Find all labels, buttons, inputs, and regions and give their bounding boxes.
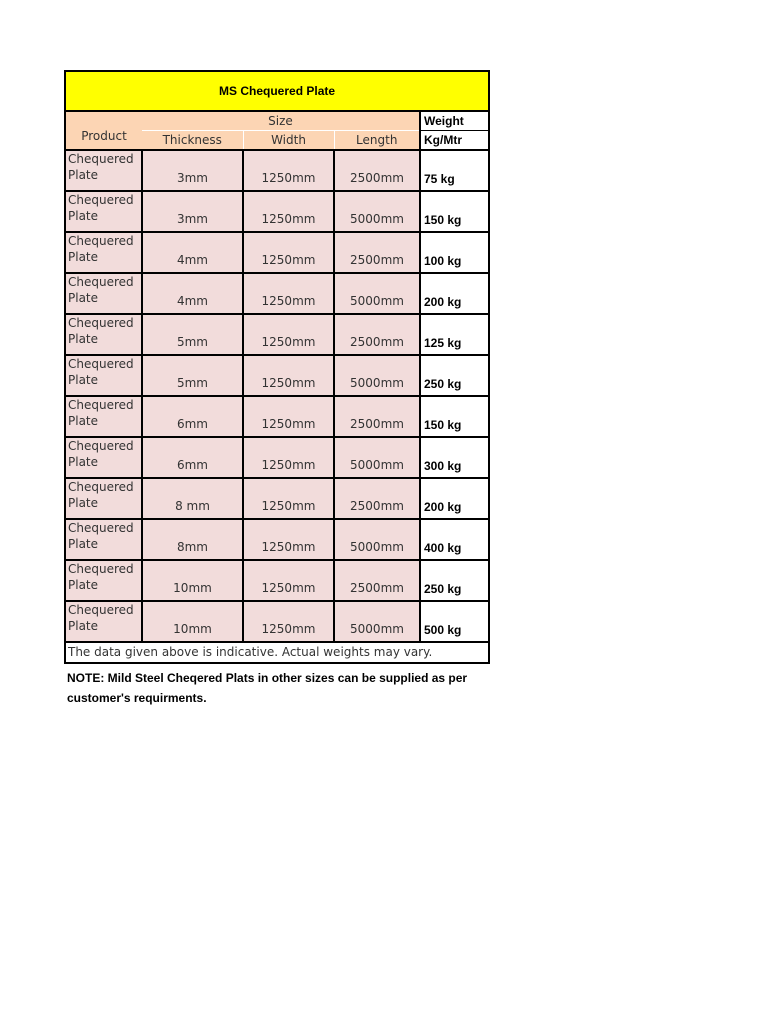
table-row [65,560,489,601]
cell-product [65,273,142,314]
cell-width: 1250mm [243,560,334,601]
table-row [65,437,489,478]
title-row [65,71,489,111]
header-weight: Weight [420,111,489,131]
cell-width: 1250mm [243,396,334,437]
cell-product [65,232,142,273]
cell-width: 1250mm [243,150,334,191]
product-line-2: Plate [68,250,99,264]
product-line-1: Chequered [68,480,134,494]
cell-thickness: 8 mm [142,478,243,519]
cell-width: 1250mm [243,355,334,396]
cell-length: 5000mm [334,519,420,560]
product-line-2: Plate [68,414,99,428]
product-line-1: Chequered [68,398,134,412]
cell-thickness: 10mm [142,601,243,642]
table-row [65,478,489,519]
table-title: MS Chequered Plate [65,71,489,111]
table-row [65,150,489,191]
cell-length: 5000mm [334,437,420,478]
note-line-1: NOTE: Mild Steel Cheqered Plats in other sizes can be supplied as per [67,671,468,685]
product-line-1: Chequered [68,562,134,576]
cell-weight: 150 kg [420,191,489,232]
table-footnote: The data given above is indicative. Actual weights may vary. [65,642,489,663]
table-body [65,71,489,663]
cell-product [65,437,142,478]
cell-width: 1250mm [243,191,334,232]
cell-product [65,314,142,355]
product-line-2: Plate [68,373,99,387]
cell-weight: 150 kg [420,396,489,437]
table-row [65,191,489,232]
cell-thickness: 3mm [142,191,243,232]
cell-length: 5000mm [334,191,420,232]
cell-weight: 400 kg [420,519,489,560]
cell-length: 2500mm [334,150,420,191]
table-row [65,355,489,396]
product-line-2: Plate [68,209,99,223]
cell-width: 1250mm [243,314,334,355]
cell-weight: 100 kg [420,232,489,273]
note-text [67,668,487,708]
table-row [65,396,489,437]
cell-product [65,191,142,232]
product-line-1: Chequered [68,439,134,453]
cell-width: 1250mm [243,273,334,314]
cell-thickness: 6mm [142,437,243,478]
header-weight-unit: Kg/Mtr [420,131,489,151]
cell-thickness: 3mm [142,150,243,191]
cell-thickness: 10mm [142,560,243,601]
cell-width: 1250mm [243,519,334,560]
cell-length: 2500mm [334,396,420,437]
table-row [65,601,489,642]
product-line-2: Plate [68,578,99,592]
header-length: Length [334,131,420,151]
cell-thickness: 6mm [142,396,243,437]
cell-weight: 125 kg [420,314,489,355]
table-row [65,273,489,314]
spreadsheet-sheet [64,70,488,664]
product-line-1: Chequered [68,603,134,617]
table-row [65,519,489,560]
product-line-2: Plate [68,168,99,182]
cell-product [65,355,142,396]
cell-length: 2500mm [334,478,420,519]
product-line-1: Chequered [68,234,134,248]
header-size: Size [142,111,420,131]
footnote-row [65,642,489,663]
product-line-1: Chequered [68,521,134,535]
cell-thickness: 5mm [142,355,243,396]
cell-product [65,560,142,601]
product-line-2: Plate [68,619,99,633]
product-line-1: Chequered [68,152,134,166]
cell-weight: 200 kg [420,273,489,314]
product-line-1: Chequered [68,357,134,371]
cell-length: 5000mm [334,273,420,314]
cell-length: 2500mm [334,232,420,273]
note-line-2: customer's requirments. [67,691,207,705]
table-row [65,314,489,355]
cell-length: 2500mm [334,314,420,355]
table-row [65,232,489,273]
product-line-1: Chequered [68,193,134,207]
cell-product [65,150,142,191]
header-thickness: Thickness [142,131,243,151]
cell-product [65,396,142,437]
cell-thickness: 4mm [142,232,243,273]
chequered-plate-table [64,70,490,664]
cell-weight: 500 kg [420,601,489,642]
cell-thickness: 8mm [142,519,243,560]
product-line-2: Plate [68,332,99,346]
cell-product [65,478,142,519]
product-line-2: Plate [68,537,99,551]
cell-width: 1250mm [243,478,334,519]
header-product: Product [65,111,142,150]
cell-width: 1250mm [243,232,334,273]
cell-length: 5000mm [334,355,420,396]
cell-product [65,519,142,560]
cell-product [65,601,142,642]
cell-thickness: 4mm [142,273,243,314]
product-line-2: Plate [68,291,99,305]
cell-weight: 75 kg [420,150,489,191]
cell-weight: 250 kg [420,355,489,396]
product-line-2: Plate [68,496,99,510]
header-row-1 [65,111,489,131]
cell-length: 5000mm [334,601,420,642]
header-width: Width [243,131,334,151]
product-line-1: Chequered [68,316,134,330]
cell-weight: 250 kg [420,560,489,601]
product-line-1: Chequered [68,275,134,289]
cell-thickness: 5mm [142,314,243,355]
product-line-2: Plate [68,455,99,469]
cell-weight: 200 kg [420,478,489,519]
cell-width: 1250mm [243,601,334,642]
cell-length: 2500mm [334,560,420,601]
cell-weight: 300 kg [420,437,489,478]
cell-width: 1250mm [243,437,334,478]
